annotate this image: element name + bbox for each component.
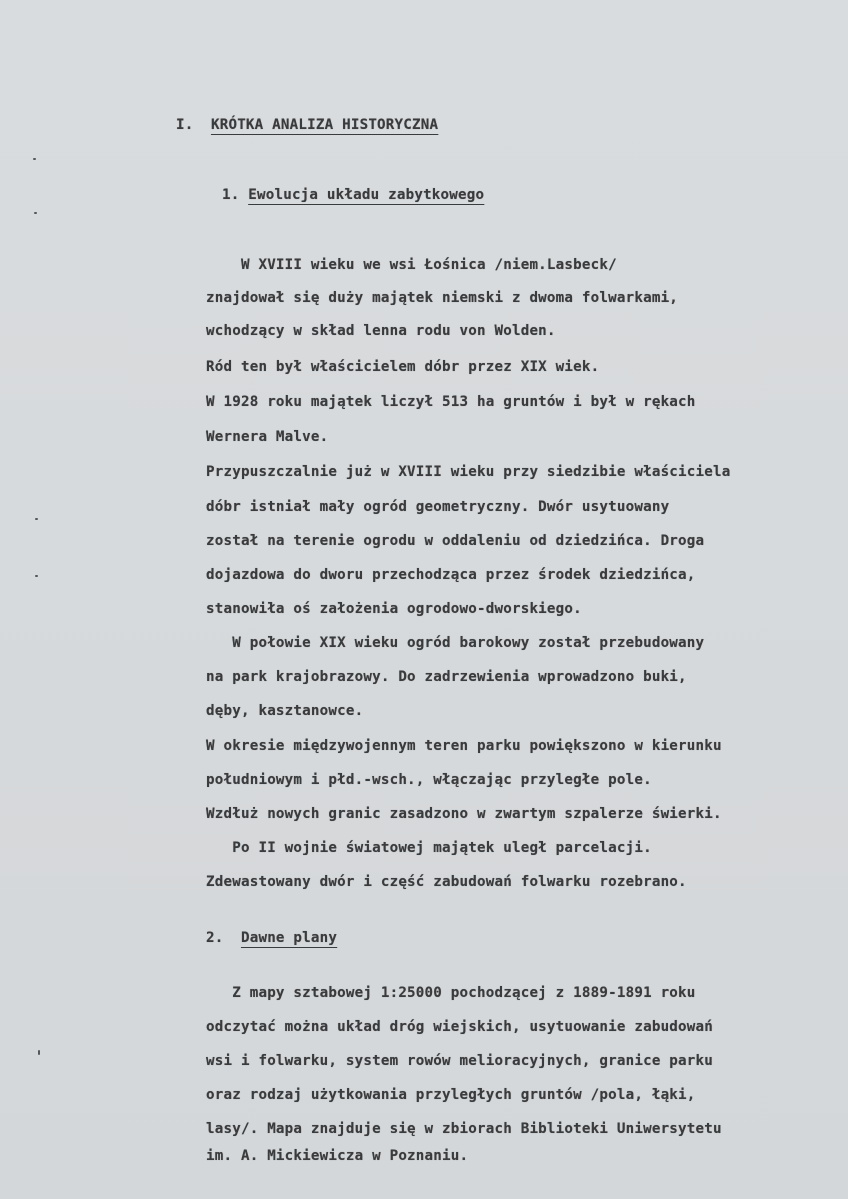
section-2-line: odczytać można układ dróg wiejskich, usytuowanie zabudowań (206, 1019, 714, 1035)
section-1-line: południowym i płd.-wsch., włączając przyległe pole. (206, 772, 652, 788)
section-1-line: znajdował się duży majątek niemski z dwoma folwarkami, (206, 290, 679, 306)
section-1-line: dęby, kasztanowce. (206, 703, 364, 719)
scan-speck (35, 518, 38, 520)
section-2-number: 2. (206, 930, 224, 946)
scan-speck (34, 212, 37, 214)
section-1-line: Ród ten był właścicielem dóbr przez XIX wiek. (206, 359, 600, 375)
section-1-title: Ewolucja układu zabytkowego (248, 187, 485, 203)
section-1-number: 1. (222, 187, 240, 203)
section-1-line: na park krajobrazowy. Do zadrzewienia wprowadzono buki, (206, 669, 687, 685)
section-1-line: Przypuszczalnie już w XVIII wieku przy siedzibie właściciela (206, 464, 731, 480)
section-1-line: dóbr istniał mały ogród geometryczny. Dwór usytuowany (206, 499, 670, 515)
section-1-line: Zdewastowany dwór i część zabudowań folwarku rozebrano. (206, 874, 687, 890)
section-1-line: został na terenie ogrodu w oddaleniu od dziedzińca. Droga (206, 533, 705, 549)
section-1-heading (222, 187, 484, 203)
section-2-line: Z mapy sztabowej 1:25000 pochodzącej z 1889-1891 roku (206, 985, 696, 1001)
section-1-line: stanowiła oś założenia ogrodowo-dworskiego. (206, 601, 582, 617)
section-2-line: im. A. Mickiewicza w Poznaniu. (206, 1148, 469, 1164)
heading-1-title: KRÓTKA ANALIZA HISTORYCZNA (210, 117, 439, 133)
section-2-title: Dawne plany (240, 930, 338, 946)
heading-1-number: I. (176, 117, 194, 133)
section-2-line: oraz rodzaj użytkowania przyległych gruntów /pola, łąki, (206, 1087, 696, 1103)
section-1-line: W połowie XIX wieku ogród barokowy został przebudowany (206, 635, 705, 651)
section-1-line: W 1928 roku majątek liczył 513 ha gruntów i był w rękach (206, 394, 696, 410)
section-1-line: W okresie międzywojennym teren parku powiększono w kierunku (206, 738, 722, 754)
section-1-line: Wzdłuż nowych granic zasadzono w zwartym szpalerze świerki. (206, 806, 722, 822)
heading-1 (176, 117, 438, 133)
section-1-line: Wernera Malve. (206, 429, 329, 445)
section-1-line: Po II wojnie światowej majątek uległ parcelacji. (206, 840, 652, 856)
section-2-line: wsi i folwarku, system rowów melioracyjnych, granice parku (206, 1053, 714, 1069)
scan-speck (35, 575, 38, 577)
section-1-line: W XVIII wieku we wsi Łośnica /niem.Lasbeck/ (206, 257, 617, 273)
scan-speck (38, 1050, 40, 1055)
section-2-line: lasy/. Mapa znajduje się w zbiorach Biblioteki Uniwersytetu (206, 1121, 722, 1137)
section-1-line: dojazdowa do dworu przechodząca przez środek dziedzińca, (206, 567, 696, 583)
section-2-heading (206, 930, 337, 946)
scan-speck (33, 158, 36, 160)
section-1-line: wchodzący w skład lenna rodu von Wolden. (206, 323, 556, 339)
